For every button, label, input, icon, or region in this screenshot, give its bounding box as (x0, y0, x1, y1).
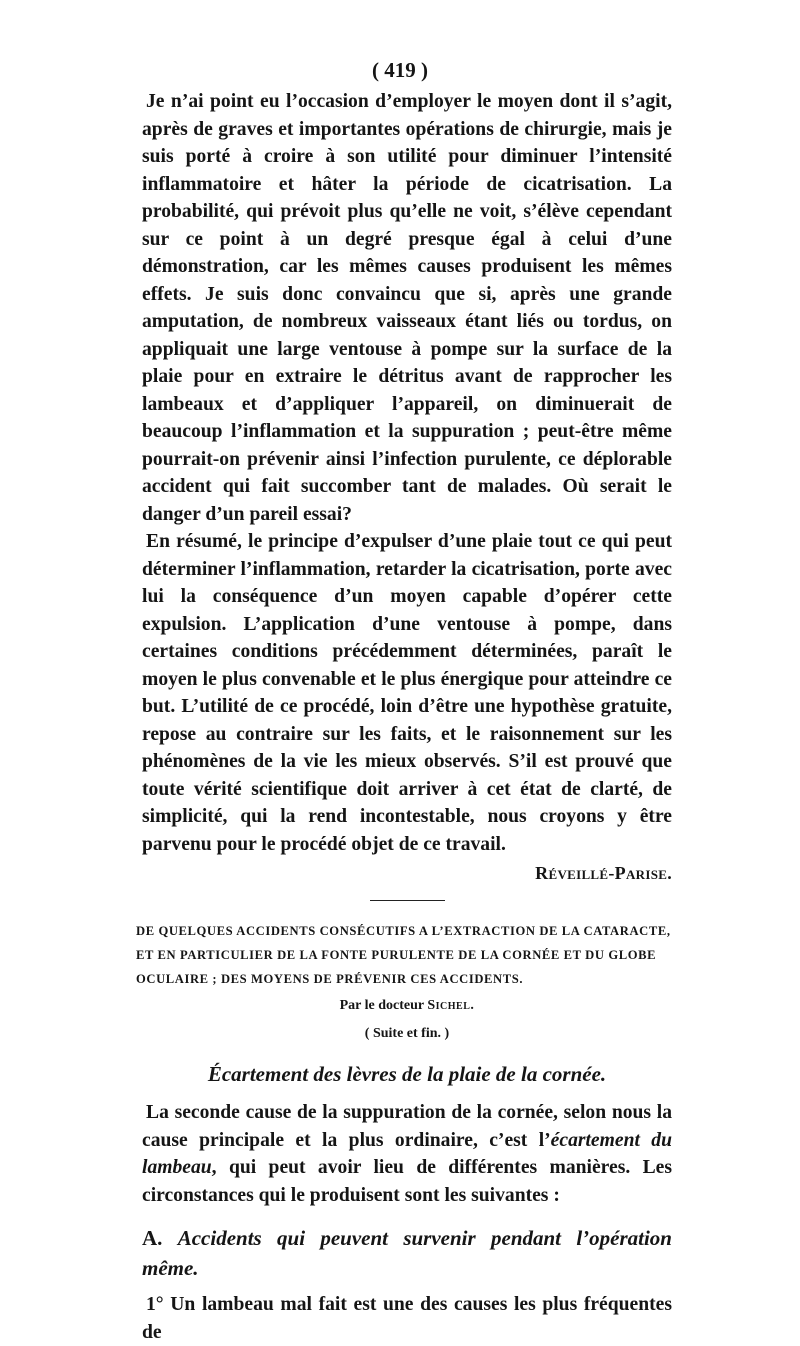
paragraph-3-text-end: , qui peut avoir lieu de différentes manières. Les circonstances qui le produisent sont les suivantes : (142, 1157, 672, 1206)
byline (142, 993, 672, 1019)
paragraph-3-text: La seconde cause de la suppuration de la cornée, selon nous la cause principale et la plus ordinaire, c’est l’ (142, 1102, 672, 1151)
subsection-title: Accidents qui peuvent survenir pendant l’opération même. (142, 1226, 672, 1280)
paragraph-3-emphasis: écartement du lambeau (142, 1129, 672, 1178)
article-title (136, 919, 672, 991)
article-title-line: DE QUELQUES ACCIDENTS CONSÉCUTIFS A L’EXTRACTION DE LA CATARACTE, (136, 924, 671, 938)
page-number: ( 419 ) (372, 58, 428, 82)
author-signature: Réveillé-Parise. (535, 863, 672, 883)
paragraph-3 (142, 1099, 672, 1209)
subsection-heading (142, 1223, 672, 1283)
byline-author: Sichel. (427, 998, 475, 1013)
paragraph-1: Je n’ai point eu l’occasion d’employer le moyen dont il s’agit, après de graves et importantes opérations de chirurgie, mais je suis porté à croire à son utilité pour diminuer l’intensité inflammatoire et hâter la période de cicatrisation. La probabilité, qui prévoit plus qu’elle ne voit, s’élève cependant sur ce point à un degré presque égal à celui d’une démonstration, car les mêmes causes produisent les mêmes effets. Je suis donc convaincu que si, après une grande amputation, de nombreux vaisseaux étant liés ou tordus, on appliquait une large ventouse à pompe sur la surface de la plaie pour en extraire le détritus avant de rapprocher les lambeaux et d’appliquer l’appareil, on diminuerait de beaucoup l’inflammation et la suppuration ; peut-être même pourrait-on prévenir ainsi l’infection purulente, ce déplorable accident qui fait succomber tant de malades. Où serait le danger d’un pareil essai? (142, 91, 672, 525)
subsection-label: A. (142, 1226, 178, 1250)
page-body (136, 88, 672, 1346)
byline-prefix: Par le docteur (339, 998, 428, 1013)
article-title-line: ET EN PARTICULIER DE LA FONTE PURULENTE DE LA CORNÉE ET DU GLOBE (136, 948, 657, 962)
article-title-line: OCULAIRE ; DES MOYENS DE PRÉVENIR CES ACCIDENTS. (136, 972, 524, 986)
paragraph-4: 1° Un lambeau mal fait est une des causes les plus fréquentes de (142, 1294, 672, 1343)
section-divider (370, 900, 445, 901)
continuation-note: ( Suite et fin. ) (364, 1026, 450, 1041)
section-heading: Écartement des lèvres de la plaie de la cornée. (207, 1062, 607, 1086)
paragraph-2: En résumé, le principe d’expulser d’une plaie tout ce qui peut déterminer l’inflammation, retarder la cicatrisation, porte avec lui la conséquence d’un moyen capable d’opérer cette expulsion. L’application d’une ventouse à pompe, dans certaines conditions précédemment déterminées, paraît le moyen le plus convenable et le plus énergique pour atteindre ce but. L’utilité de ce procédé, loin d’être une hypothèse gratuite, repose au contraire sur les faits, et le raisonnement sur les phénomènes de la vie les mieux observés. S’il est prouvé que toute vérité scientifique doit arriver à cet état de clarté, de simplicité, qui la rend incontestable, nous croyons y être parvenu pour le procédé objet de ce travail. (142, 531, 672, 855)
